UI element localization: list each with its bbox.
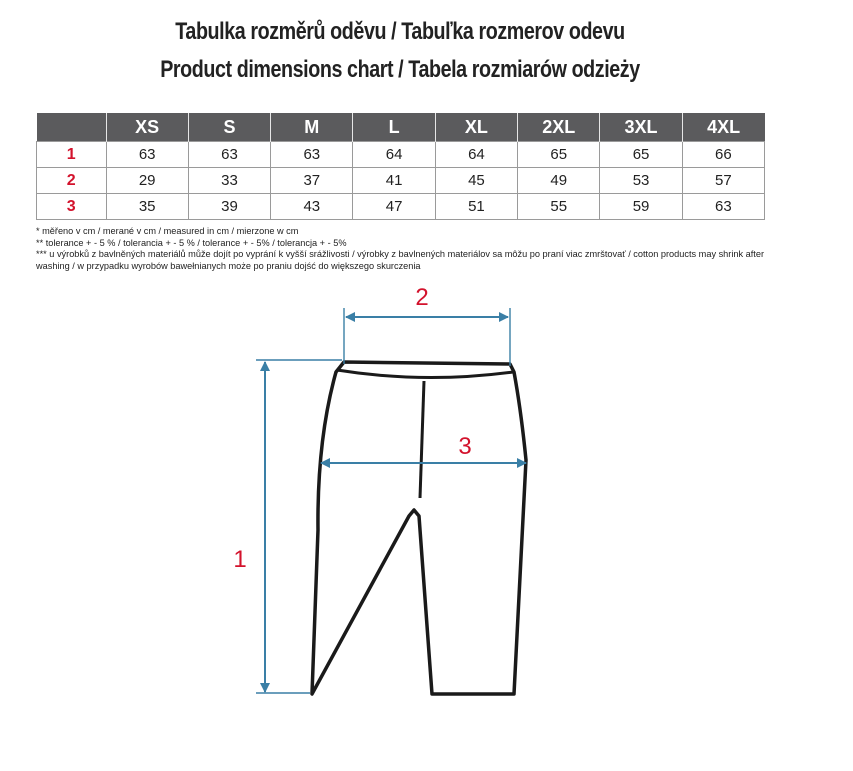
table-cell: 66 (682, 142, 764, 168)
row-label: 2 (37, 168, 107, 194)
table-cell: 29 (106, 168, 188, 194)
table-cell: 49 (518, 168, 600, 194)
table-cell: 35 (106, 194, 188, 220)
center-seam (420, 381, 424, 498)
table-cell: 64 (353, 142, 435, 168)
measurement-guides (256, 308, 510, 693)
waist-measurement-label: 2 (415, 284, 429, 311)
footnote-tolerance: ** tolerance + - 5 % / tolerancia + - 5 % / tolerance + - 5% / tolerancja + - 5% (36, 237, 347, 248)
row-label: 3 (37, 194, 107, 220)
header-size-s: S (188, 113, 270, 142)
header-size-4xl: 4XL (682, 113, 764, 142)
chart-title-line-1: Tabulka rozměrů oděvu / Tabuľka rozmerov odevu (175, 18, 625, 45)
table-cell: 51 (435, 194, 517, 220)
footnote-units: * měřeno v cm / merané v cm / measured in cm / mierzone w cm (36, 226, 299, 236)
table-cell: 45 (435, 168, 517, 194)
table-cell: 43 (271, 194, 353, 220)
table-cell: 65 (600, 142, 682, 168)
header-size-xs: XS (106, 113, 188, 142)
table-cell: 63 (106, 142, 188, 168)
chart-title-line-2: Product dimensions chart / Tabela rozmiarów odzieży (160, 56, 640, 83)
pants-body (312, 362, 526, 694)
table-cell: 55 (518, 194, 600, 220)
table-cell: 64 (435, 142, 517, 168)
table-cell: 39 (188, 194, 270, 220)
table-cell: 63 (188, 142, 270, 168)
header-size-2xl: 2XL (518, 113, 600, 142)
measurement-arrows (265, 317, 526, 692)
waistband-seam (337, 370, 513, 378)
footnote-shrinkage: *** u výrobků z bavlněných materiálů může dojít po vyprání k vyšší srážlivosti / výrobky z bavlnených materiálov sa môžu po praní viac zmrštovať / cotton products may shrink after washing / w przypadku wyrobów bawełnianych może po praniu dojść do większego skurczenia (36, 249, 765, 271)
header-size-3xl: 3XL (600, 113, 682, 142)
table-cell: 59 (600, 194, 682, 220)
table-cell: 57 (682, 168, 764, 194)
table-cell: 33 (188, 168, 270, 194)
table-cell: 37 (271, 168, 353, 194)
table-cell: 63 (271, 142, 353, 168)
table-cell: 47 (353, 194, 435, 220)
header-size-l: L (353, 113, 435, 142)
header-size-m: M (271, 113, 353, 142)
table-cell: 65 (518, 142, 600, 168)
hip-measurement-label: 3 (458, 433, 472, 460)
length-measurement-label: 1 (233, 546, 247, 573)
table-cell: 53 (600, 168, 682, 194)
pants-outline (312, 362, 526, 694)
table-cell: 63 (682, 194, 764, 220)
header-size-xl: XL (435, 113, 517, 142)
table-cell: 41 (353, 168, 435, 194)
row-label: 1 (37, 142, 107, 168)
